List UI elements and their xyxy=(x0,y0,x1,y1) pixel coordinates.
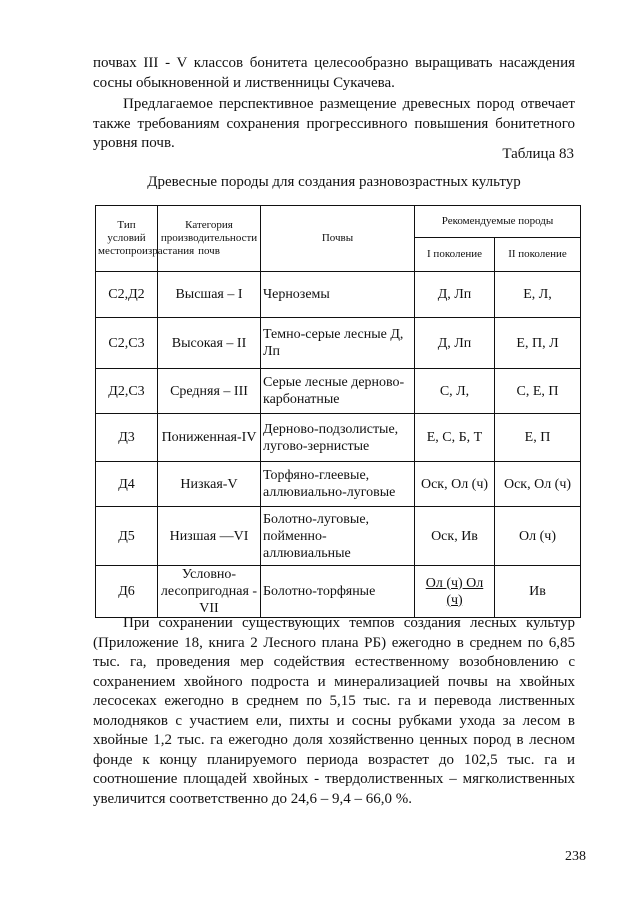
header-recommended-species: Рекомендуемые породы xyxy=(415,206,581,238)
cell-category: Условно-лесопригодная -VII xyxy=(158,566,261,618)
cell-soil: Черноземы xyxy=(261,272,415,318)
cell-gen2: Е, Л, xyxy=(495,272,581,318)
conclusion-paragraph-text: При сохранении существующих темпов создания лесных культур (Приложение 18, книга 2 Лесного плана РБ) ежегодно в среднем по 6,85 тыс. га, проведения мер содействия естественному возобновлению с сохранением хвойного подроста и минерализацией почвы на хвойных лесосеках ежегодно в среднем по 5,15 тыс. га и перевода лиственных молодняков с участием ели, пихты и сосны рубками ухода за лесом в хвойные 1,2 тыс. га ежегодно доля хозяйственно ценных пород в лесном фонде к концу планируемого периода возрастет до 102,5 тыс. га и соотношение площадей хвойных - твердолиственных – мягколиственных увеличится соответственно до 24,6 – 9,4 – 66,0 %. xyxy=(93,615,575,807)
cell-category: Высокая – II xyxy=(158,318,261,369)
table-number: Таблица 83 xyxy=(502,146,574,162)
cell-gen2: Е, П xyxy=(495,414,581,462)
header-site-type: Тип условий местопроизрастания xyxy=(96,206,158,272)
cell-gen2: Ив xyxy=(495,566,581,618)
cell-gen2: Е, П, Л xyxy=(495,318,581,369)
cell-category: Высшая – I xyxy=(158,272,261,318)
cell-gen2: С, Е, П xyxy=(495,369,581,414)
page-number: 238 xyxy=(565,849,586,864)
table-row xyxy=(96,507,581,566)
cell-category: Низшая —VI xyxy=(158,507,261,566)
cell-gen1: Оск, Ив xyxy=(415,507,495,566)
cell-gen1: Ол (ч) Ол (ч) xyxy=(415,566,495,618)
cell-category: Средняя – III xyxy=(158,369,261,414)
conclusion-paragraph xyxy=(93,614,575,809)
cell-soil: Торфяно-глеевые, аллювиально-луговые xyxy=(261,462,415,507)
table-title: Древесные породы для создания разновозрастных культур xyxy=(147,174,521,190)
cell-soil: Серые лесные дерново-карбонатные xyxy=(261,369,415,414)
forest-species-table xyxy=(95,205,581,618)
header-soils: Почвы xyxy=(261,206,415,272)
table-row xyxy=(96,462,581,507)
cell-soil: Дерново-подзолистые, лугово-зернистые xyxy=(261,414,415,462)
cell-site: С2,Д2 xyxy=(96,272,158,318)
intro-paragraph-2-text: Предлагаемое перспективное размещение древесных пород отвечает также требованиям сохранения прогрессивного повышения бонитетного уровня почв. xyxy=(93,96,575,151)
cell-category: Низкая-V xyxy=(158,462,261,507)
cell-category: Пониженная-IV xyxy=(158,414,261,462)
cell-soil: Болотно-луговые, пойменно-аллювиальные xyxy=(261,507,415,566)
cell-site: Д3 xyxy=(96,414,158,462)
cell-soil: Болотно-торфяные xyxy=(261,566,415,618)
intro-paragraph-2 xyxy=(93,95,575,154)
table-row xyxy=(96,272,581,318)
intro-paragraph-1: почвах III - V классов бонитета целесообразно выращивать насаждения сосны обыкновенной и лиственницы Сукачева. xyxy=(93,55,575,91)
header-generation-1: I поколение xyxy=(415,238,495,272)
table-row xyxy=(96,318,581,369)
header-soil-category: Категория производительности почв xyxy=(158,206,261,272)
cell-soil: Темно-серые лесные Д, Лп xyxy=(261,318,415,369)
cell-gen1: Д, Лп xyxy=(415,272,495,318)
cell-site: Д4 xyxy=(96,462,158,507)
cell-gen1: С, Л, xyxy=(415,369,495,414)
cell-gen1: Д, Лп xyxy=(415,318,495,369)
table-row xyxy=(96,369,581,414)
table-row xyxy=(96,566,581,618)
cell-gen1: Е, С, Б, Т xyxy=(415,414,495,462)
header-generation-2: II поколение xyxy=(495,238,581,272)
cell-gen2: Оск, Ол (ч) xyxy=(495,462,581,507)
cell-site: Д5 xyxy=(96,507,158,566)
cell-gen1: Оск, Ол (ч) xyxy=(415,462,495,507)
cell-gen2: Ол (ч) xyxy=(495,507,581,566)
cell-site: Д6 xyxy=(96,566,158,618)
cell-site: С2,С3 xyxy=(96,318,158,369)
table-row xyxy=(96,414,581,462)
cell-site: Д2,С3 xyxy=(96,369,158,414)
